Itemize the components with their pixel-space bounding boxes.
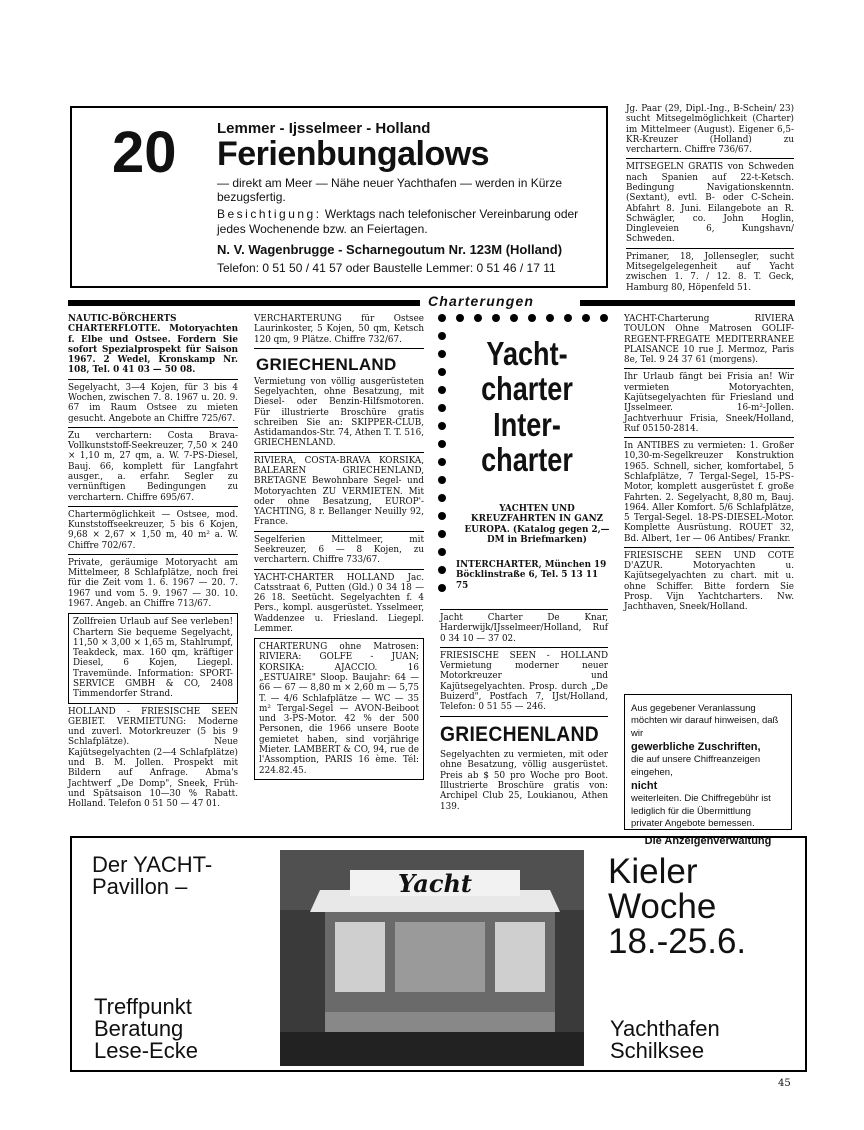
yachtcharter-address: INTERCHARTER, München 19 Böcklinstraße 6, Tel. 5 13 11 75 bbox=[456, 560, 607, 591]
classified-entry: Segelferien Mittelmeer, mit Seekreuzer, 6 — 8 Kojen, zu verchartern. Chiffre 733/67. bbox=[254, 534, 424, 566]
frame-dot bbox=[600, 314, 608, 322]
frame-dot bbox=[438, 458, 446, 466]
classified-entry: Zu verchartern: Costa Brava-Vollkunststoff-Seekreuzer, 7,50 × 240 × 1,10 m, 27 qm, a. W. 7-PS-Diesel, Bauj. 66, komplett für Langfahrt ausger., a. erfahr. Segler zu vernünftigen Bedingungen zu verchartern. Chiffre 695/67. bbox=[68, 430, 238, 503]
frame-dot bbox=[438, 476, 446, 484]
classified-entry: Jacht Charter De Knar, Harderwijk/IJsselmeer/Holland, Ruf 0 34 10 — 37 02. bbox=[440, 613, 608, 644]
ad-company: N. V. Wagenbrugge - Scharnegoutum Nr. 123M (Holland) bbox=[217, 242, 563, 258]
frame-dot bbox=[438, 530, 446, 538]
frame-dot bbox=[438, 350, 446, 358]
section-title: Charterungen bbox=[428, 293, 535, 309]
kieler-woche-ad bbox=[70, 836, 807, 1072]
ad-text-1: — direkt am Meer — Nähe neuer Yachthafen — werden in Kürze bezugsfertig. bbox=[217, 175, 563, 205]
classified-entry: NAUTIC-BÖRCHERTS CHARTERFLOTTE. Motoryachten f. Elbe und Ostsee. Fordern Sie sofort Spezialprospekt für Saison 1967. 2 Wedel, Kronskamp Nr. 108, Tel. 0 41 03 — 50 08. bbox=[68, 314, 238, 376]
frame-dot bbox=[438, 494, 446, 502]
page-number: 45 bbox=[778, 1078, 791, 1089]
pavillon-photo bbox=[280, 850, 584, 1066]
frame-dot bbox=[492, 314, 500, 322]
frame-dot bbox=[474, 314, 482, 322]
frame-dot bbox=[438, 548, 446, 556]
ad-phone: Telefon: 0 51 50 / 41 57 oder Baustelle Lemmer: 0 51 46 / 17 11 bbox=[217, 260, 556, 275]
ad-treffpunkt: Treffpunkt Beratung Lese-Ecke bbox=[94, 994, 198, 1063]
frame-dot bbox=[438, 314, 446, 322]
column-2 bbox=[254, 314, 424, 782]
classified-entry: FRIESISCHE SEEN - HOLLAND Vermietung moderner neuer Motorkreuzer und Kajütsegelyachten. Prosp. durch „De Buizerd", Postfach 7, IJst/Holland, Telefon: 0 51 55 — 246. bbox=[440, 650, 608, 713]
classified-boxed: CHARTERUNG ohne Matrosen: RIVIERA: GOLFE - JUAN; KORSIKA: AJACCIO. 16 „ESTUAIRE" Sloop. Baujahr: 64 — 66 — 67 — 8,80 m × 2,60 m — 5,75 T. — 4/6 Schlafplätze — WC — 35 m² Tergal-Segel — AVON-Beiboot und 3-PS-Motor. 42 % der 500 Personen, die 1966 unsere Boote gemietet haben, sind vorjährige Mieter. LAMBERT & CO, 94, rue de l'Assomption, PARIS 16 ème. Tél: 224.82.45. bbox=[254, 638, 424, 780]
yachtcharter-box bbox=[438, 314, 608, 604]
ad-kieler-woche: Kieler Woche 18.-25.6. bbox=[608, 852, 747, 961]
ferienbungalows-ad bbox=[70, 106, 608, 288]
frame-dot bbox=[438, 422, 446, 430]
ad-schilksee: Yachthafen Schilksee bbox=[610, 1016, 720, 1063]
column-3 bbox=[440, 606, 608, 814]
frame-dot bbox=[438, 368, 446, 376]
frame-dot bbox=[546, 314, 554, 322]
column-1 bbox=[68, 314, 238, 811]
ad-location: Lemmer - Ijsselmeer - Holland bbox=[217, 120, 431, 137]
frame-dot bbox=[510, 314, 518, 322]
photo-sign-text: Yacht bbox=[398, 869, 472, 898]
classified-entry: Primaner, 18, Jollensegler, sucht Mitsegelgelegenheit auf Yacht zwischen 1. 7. / 12. 8. T. Geck, Hamburg 80, Höpenfeld 51. bbox=[626, 251, 794, 293]
right-top-column bbox=[626, 104, 794, 295]
yachtcharter-title: Yacht- charter Inter- charter bbox=[481, 335, 573, 478]
ad-text-2: Besichtigung: Werktags nach telefonischer Vereinbarung oder jedes Wochenende bzw. an Feiertagen. bbox=[217, 207, 579, 236]
classified-entry: Segelyachten zu vermieten, mit oder ohne Besatzung, völlig ausgerüstet. Preis ab $ 50 pro Woche pro Boot. Illustrierte Broschüre gratis von: Archipel Club 25, Loukianou, Athen 139. bbox=[440, 750, 608, 812]
frame-dot bbox=[528, 314, 536, 322]
griechenland-heading-2: GRIECHENLAND bbox=[440, 722, 599, 746]
frame-dot bbox=[456, 314, 464, 322]
classified-entry: In ANTIBES zu vermieten: 1. Großer 10,30-m-Segelkreuzer Konstruktion 1965. Schnell, sicher, komfortabel, 5 Schlafplätze, 7 Tergal-Segel, 15-PS-Motor, komplett ausgerüstet f. große Fahrten. 2. Segelyacht, 8,80 m, Bauj. 1964. Aller Komfort. 5/6 Schlafplätze, 5 Tergal-Segel. 18-PS-DIESEL-Motor. Komplette Ausrüstung. ROUET 32, Bd. Albert, 1er — 06 Antibes/ Frankr. bbox=[624, 441, 794, 544]
yachtcharter-subtitle: YACHTEN UND KREUZFAHRTEN IN GANZ EUROPA. (Katalog gegen 2,— DM in Briefmarken) bbox=[464, 504, 610, 545]
classified-entry: FRIESISCHE SEEN UND COTE D'AZUR. Motoryachten u. Kajütsegelyachten zu chart. mit u. ohne Schiffer. Bitte fordern Sie Prosp. Vijn Yachtcharters. Nw. Jachthaven, Sneek/Holland. bbox=[624, 550, 794, 613]
griechenland-heading: GRIECHENLAND bbox=[256, 354, 397, 374]
classified-entry: Vermietung von völlig ausgerüsteten Segelyachten, ohne Besatzung, mit Diesel- oder Benzin-Hilfsmotoren. Für illustrierte Broschüre gratis schreiben Sie an: SKIPPER-CLUB, Astidamandos-Str. 74, Athen T. T. 516, GRIECHENLAND. bbox=[254, 376, 424, 449]
frame-dot bbox=[438, 386, 446, 394]
ad-number: 20 bbox=[112, 120, 177, 185]
classified-entry: Segelyacht, 3—4 Kojen, für 3 bis 4 Wochen, zwischen 7. 8. 1967 u. 20. 9. 67 im Raum Ostsee zu mieten gesucht. Angebote an Chiffre 725/67. bbox=[68, 382, 238, 424]
publisher-notice: Aus gegebener Veranlassung möchten wir darauf hinweisen, daß wir gewerbliche Zuschriften, die auf unsere Chiffreanzeigen eingehen, nicht weiterleiten. Die Chiffregebühr ist lediglich für die Übermittlung privater Angebote bemessen. Die Anzeigenverwaltung bbox=[624, 694, 792, 830]
classified-entry: RIVIERA, COSTA-BRAVA KORSIKA, BALEAREN GRIECHENLAND, BRETAGNE Bewohnbare Segel- und Motoryachten ZU VERMIETEN. Mit oder ohne Besatzung, EUROP'-YACHTING, 8 r. Bellanger Neuilly 92, France. bbox=[254, 455, 424, 528]
classified-entry: Ihr Urlaub fängt bei Frisia an! Wir vermieten Motoryachten, Kajütsegelyachten für Friesland und IJsselmeer. 16-m²-Jollen. Jachtverhuur Frisia, Sneek/Holland, Ruf 05150-2814. bbox=[624, 372, 794, 434]
frame-dot bbox=[438, 332, 446, 340]
frame-dot bbox=[438, 584, 446, 592]
classified-boxed: Zollfreien Urlaub auf See verleben! Chartern Sie bequeme Segelyacht, 11,50 × 3,00 × 1,65 m, Stahlrumpf, Teakdeck, max. 160 qm, kräftiger Diesel, 6 Kojen, Liegepl. Travemünde. Information: SPORT-SERVICE GMBH & CO, 2408 Timmendorfer Strand. bbox=[68, 613, 238, 703]
classified-entry: MITSEGELN GRATIS von Schweden nach Spanien auf 22-t-Ketsch. Bedingung Navigationskenntn. (Sextant), evtl. B- oder C-Schein. Abfahrt 8. Juni. Eilangebote an R. Schwägler, co. John Hoglin, Dingleveien 6, Kungshavn/ Schweden. bbox=[626, 162, 794, 245]
ad-pavillon: Der YACHT- Pavillon – bbox=[92, 852, 213, 899]
frame-dot bbox=[564, 314, 572, 322]
frame-dot bbox=[438, 440, 446, 448]
frame-dot bbox=[438, 512, 446, 520]
classified-entry: YACHT-Charterung RIVIERA TOULON Ohne Matrosen GOLIF-REGENT-FREGATE MEDITERRANEE PLAISANCE 10 rue J. Mermoz, Paris 8e, Tel. 9 24 37 61 (morgens). bbox=[624, 314, 794, 366]
classified-entry: Jg. Paar (29, Dipl.-Ing., B-Schein/ 23) sucht Mitsegelmöglichkeit (Charter) im Mittelmeer (August). Eigener 6,5-KR-Kreuzer (Holland) zu verchartern. Chiffre 736/67. bbox=[626, 104, 794, 156]
ad-headline: Ferienbungalows bbox=[217, 135, 490, 173]
classified-entry: Chartermöglichkeit — Ostsee, mod. Kunststoffseekreuzer, 5 bis 6 Kojen, 9,68 × 2,67 × 1,50 m, 40 m² a. W. Chiffre 702/67. bbox=[68, 509, 238, 551]
classified-entry: HOLLAND - FRIESISCHE SEEN GEBIET. VERMIETUNG: Moderne und zuverl. Motorkreuzer (5 bis 9 Schlafplätze). Neue Kajütsegelyachten (2—4 Schlafplätze) und B. M. Jollen. Prospekt mit Bildern auf Anfrage. Abma's Jachtwerf „De Domp", Sneek, Früh- und Spätsaison 10—30 % Rabatt. Holland. Telefon 0 51 50 — 47 01. bbox=[68, 706, 238, 810]
classified-entry: YACHT-CHARTER HOLLAND Jac. Catsstraat 6, Putten (Gld.) 0 34 18 — 26 18. Seetücht. Segelyachten f. 4 Pers., kompl. ausgerüstet. Ysselmeer, Waddenzee u. Friesland. Liegepl. Lemmer. bbox=[254, 572, 424, 634]
classified-entry: Private, geräumige Motoryacht am Mittelmeer, 8 Schlafplätze, noch frei für die Zeit vom 1. 6. 1967 — 20. 7. 1967 und vom 5. 9. 1967 — 30. 10. 1967. Angeb. an Chiffre 713/67. bbox=[68, 557, 238, 610]
classified-entry: VERCHARTERUNG für Ostsee Laurinkoster, 5 Kojen, 50 qm, Ketsch 120 qm, 9 Plätze. Chiffre 732/67. bbox=[254, 314, 424, 345]
column-4 bbox=[624, 314, 794, 615]
frame-dot bbox=[582, 314, 590, 322]
section-header bbox=[68, 293, 795, 310]
frame-dot bbox=[438, 404, 446, 412]
frame-dot bbox=[438, 566, 446, 574]
